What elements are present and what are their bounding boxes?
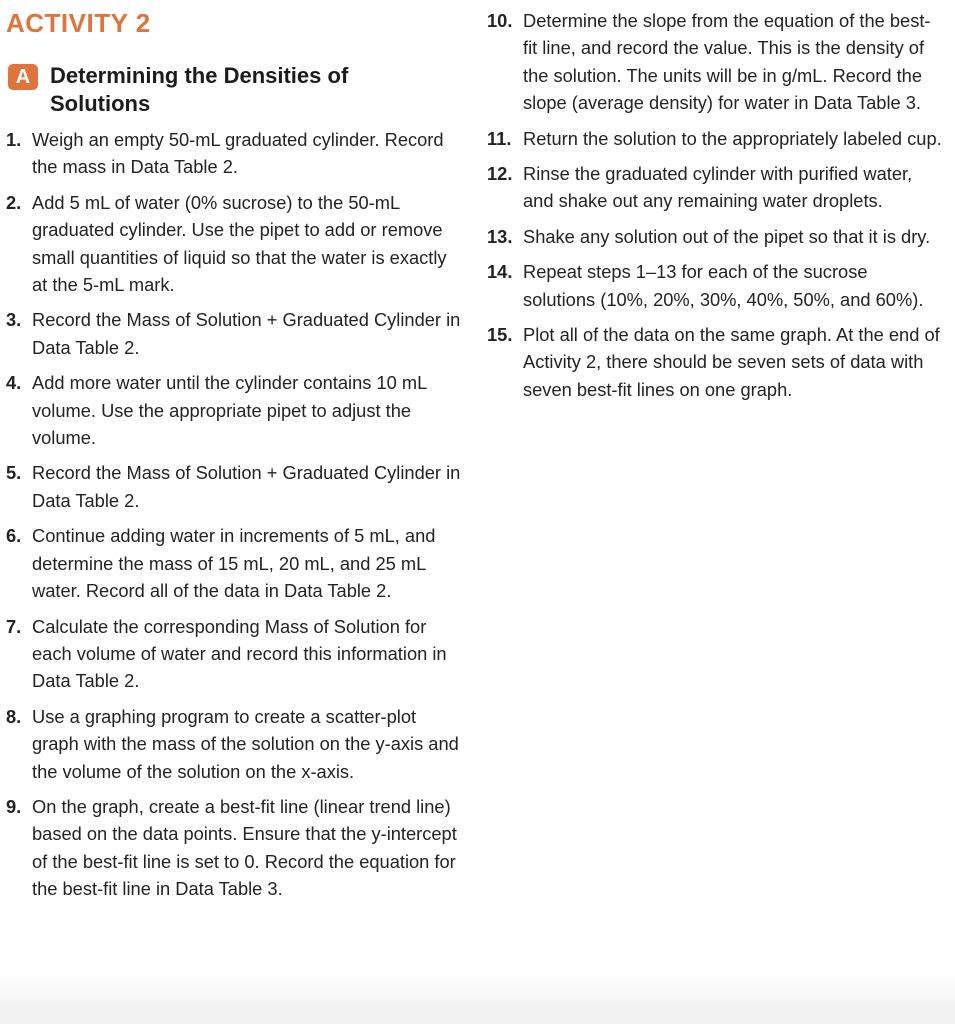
activity-title: ACTIVITY 2 bbox=[6, 8, 151, 38]
step-number: 2. bbox=[6, 191, 22, 213]
step-number: 11. bbox=[487, 127, 512, 149]
step-item bbox=[6, 306, 464, 361]
step-number: 12. bbox=[487, 163, 513, 185]
step-number: 1. bbox=[6, 129, 22, 150]
steps-list-right bbox=[487, 7, 942, 411]
step-number: 14. bbox=[487, 261, 513, 283]
step-text: Plot all of the data on the same graph. At the end of Activity 2, there should be seven sets of data with seven best-fit lines on one graph. bbox=[523, 324, 940, 400]
step-number: 15. bbox=[487, 324, 513, 346]
step-number: 13. bbox=[487, 225, 513, 247]
step-text: Continue adding water in increments of 5 mL, and determine the mass of 15 mL, 20 mL, and 25 mL water. Record all of the data in Data Table 2. bbox=[32, 525, 436, 602]
step-text: Rinse the graduated cylinder with purified water, and shake out any remaining water droplets. bbox=[523, 163, 913, 212]
step-number: 5. bbox=[6, 462, 22, 484]
step-text: Add 5 mL of water (0% sucrose) to the 50-mL graduated cylinder. Use the pipet to add or remove small quantities of liquid so that the water is exactly at the 5-mL mark. bbox=[32, 191, 447, 296]
step-text: On the graph, create a best-fit line (linear trend line) based on the data points. Ensure that the y-intercept of the best-fit line is set to 0. Record the equation for the best-fit line in Data Table 3. bbox=[32, 795, 457, 900]
step-item bbox=[6, 189, 464, 299]
section-title: Determining the Densities of Solutions bbox=[50, 63, 349, 116]
steps-list-left bbox=[6, 126, 464, 911]
step-text: Use a graphing program to create a scatter-plot graph with the mass of the solution on the y-axis and the volume of the solution on the x-axis. bbox=[32, 705, 459, 782]
step-item bbox=[487, 321, 942, 403]
step-number: 9. bbox=[6, 795, 22, 817]
step-item bbox=[6, 369, 464, 451]
page-bottom-fade bbox=[0, 972, 955, 1024]
step-item bbox=[487, 7, 942, 117]
step-number: 8. bbox=[6, 705, 22, 727]
step-text: Determine the slope from the equation of the best-fit line, and record the value. This is the density of the solution. The units will be in g/mL. Record the slope (average density) for water in Data Table 3. bbox=[523, 10, 931, 114]
step-item bbox=[487, 160, 942, 215]
step-number: 6. bbox=[6, 525, 22, 547]
step-text: Calculate the corresponding Mass of Solution for each volume of water and record this information in Data Table 2. bbox=[32, 615, 447, 692]
step-number: 3. bbox=[6, 309, 22, 331]
step-text: Shake any solution out of the pipet so that it is dry. bbox=[523, 225, 931, 247]
step-number: 4. bbox=[6, 372, 22, 394]
step-item bbox=[6, 459, 464, 514]
step-item bbox=[487, 125, 942, 152]
step-item bbox=[6, 613, 464, 695]
step-text: Record the Mass of Solution + Graduated Cylinder in Data Table 2. bbox=[32, 462, 461, 511]
section-badge: A bbox=[8, 64, 38, 90]
step-text: Weigh an empty 50-mL graduated cylinder. Record the mass in Data Table 2. bbox=[32, 129, 444, 178]
step-item bbox=[6, 522, 464, 604]
step-text: Return the solution to the appropriately labeled cup. bbox=[523, 127, 942, 149]
step-item bbox=[487, 258, 942, 313]
step-item bbox=[6, 793, 464, 903]
step-item bbox=[487, 223, 942, 250]
step-item bbox=[6, 126, 464, 181]
step-number: 10. bbox=[487, 10, 513, 31]
step-number: 7. bbox=[6, 615, 22, 637]
step-item bbox=[6, 703, 464, 785]
step-text: Repeat steps 1–13 for each of the sucrose solutions (10%, 20%, 30%, 40%, 50%, and 60%). bbox=[523, 261, 924, 310]
step-text: Record the Mass of Solution + Graduated Cylinder in Data Table 2. bbox=[32, 309, 461, 358]
step-text: Add more water until the cylinder contains 10 mL volume. Use the appropriate pipet to adjust the volume. bbox=[32, 372, 427, 449]
